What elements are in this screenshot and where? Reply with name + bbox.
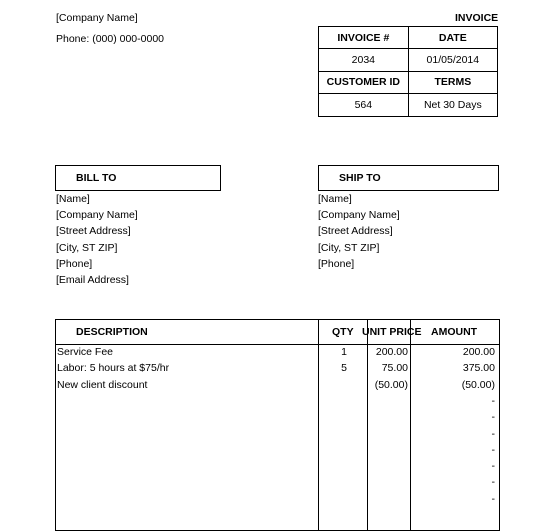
item-description: Labor: 5 hours at $75/hr bbox=[57, 362, 170, 375]
bill-to-line: [Name] bbox=[56, 193, 90, 205]
item-amount: - bbox=[491, 443, 495, 456]
item-amount: 200.00 bbox=[462, 346, 495, 358]
item-amount: - bbox=[491, 394, 495, 407]
ship-to-address bbox=[318, 191, 400, 272]
table-row bbox=[56, 444, 499, 460]
invoice-number-label: INVOICE # bbox=[319, 27, 409, 49]
ship-to-line: [Name] bbox=[318, 193, 352, 205]
company-phone: Phone: (000) 000-0000 bbox=[56, 33, 164, 45]
ship-to-header bbox=[318, 165, 499, 191]
item-description: Service Fee bbox=[57, 346, 114, 358]
bill-to-line: [City, ST ZIP] bbox=[56, 241, 118, 254]
bill-to-line: [Street Address] bbox=[56, 225, 131, 238]
table-row bbox=[56, 476, 499, 492]
company-name: [Company Name] bbox=[56, 12, 138, 24]
description-header: DESCRIPTION bbox=[76, 326, 148, 338]
item-amount: - bbox=[491, 427, 495, 440]
ship-to-line: [Phone] bbox=[318, 257, 355, 270]
qty-header: QTY bbox=[332, 326, 354, 338]
table-row bbox=[56, 395, 499, 411]
invoice-number-value: 2034 bbox=[319, 49, 409, 71]
invoice-meta-table bbox=[318, 26, 498, 117]
item-unit-price: 200.00 bbox=[375, 346, 408, 358]
bill-to-line: [Company Name] bbox=[56, 209, 138, 222]
amount-header: AMOUNT bbox=[431, 326, 478, 338]
terms-value: Net 30 Days bbox=[408, 94, 497, 116]
line-items-header bbox=[56, 320, 499, 345]
item-qty: 1 bbox=[341, 346, 347, 358]
ship-to-line: [Company Name] bbox=[318, 209, 400, 222]
bill-to-address bbox=[56, 191, 138, 288]
ship-to-label: SHIP TO bbox=[339, 172, 381, 184]
item-amount: - bbox=[491, 460, 495, 473]
ship-to-line: [City, ST ZIP] bbox=[318, 241, 380, 254]
item-qty: 5 bbox=[341, 362, 347, 375]
table-row bbox=[56, 411, 499, 427]
terms-label: TERMS bbox=[408, 71, 497, 93]
date-label: DATE bbox=[408, 27, 497, 49]
line-items-table bbox=[55, 319, 500, 531]
ship-to-line: [Street Address] bbox=[318, 225, 393, 238]
table-row bbox=[56, 460, 499, 476]
bill-to-header bbox=[55, 165, 221, 191]
item-description: New client discount bbox=[57, 378, 148, 391]
customer-id-value: 564 bbox=[319, 94, 409, 116]
item-amount: - bbox=[491, 476, 495, 489]
date-value: 01/05/2014 bbox=[408, 49, 497, 71]
bill-to-line: [Email Address] bbox=[56, 274, 129, 287]
table-row bbox=[56, 493, 499, 509]
item-amount: 375.00 bbox=[462, 362, 495, 375]
table-row bbox=[56, 346, 499, 362]
customer-id-label: CUSTOMER ID bbox=[319, 71, 409, 93]
item-amount: - bbox=[491, 411, 495, 424]
unit-price-header: UNIT PRICE bbox=[362, 326, 422, 338]
table-row bbox=[56, 379, 499, 395]
item-amount: - bbox=[491, 492, 495, 505]
item-unit-price: (50.00) bbox=[374, 378, 408, 391]
bill-to-line: [Phone] bbox=[56, 257, 93, 270]
bill-to-label: BILL TO bbox=[76, 172, 117, 184]
invoice-title: INVOICE bbox=[455, 12, 499, 24]
table-row bbox=[56, 428, 499, 444]
item-unit-price: 75.00 bbox=[381, 362, 408, 375]
item-amount: (50.00) bbox=[461, 378, 495, 391]
table-row bbox=[56, 362, 499, 378]
